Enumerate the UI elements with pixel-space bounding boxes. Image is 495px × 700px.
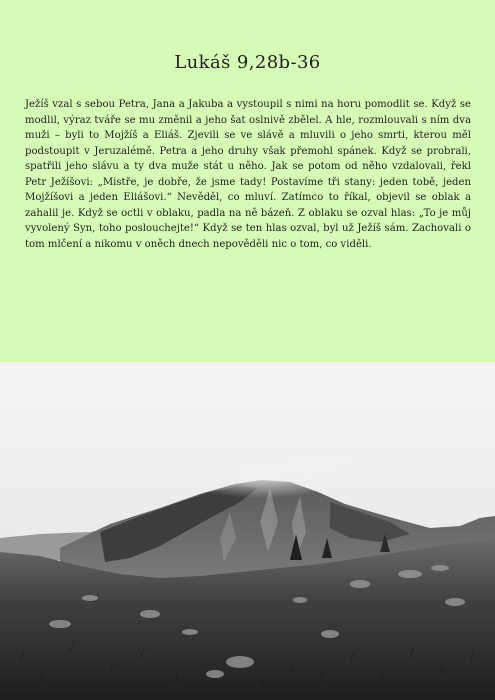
mountain-photo	[0, 362, 495, 700]
page-title: Lukáš 9,28b-36	[174, 52, 321, 73]
gospel-passage: Ježíš vzal s sebou Petra, Jana a Jakuba a vystoupil s nimi na horu pomodlit se. Když se modlil, výraz tváře se mu změnil a jeho šat oslnivě zbělel. A hle, rozmlouvali s ním dva muži – byli to Mojžíš a Eliáš. Zjevili se ve slávě a mluvili o jeho smrti, kterou měl podstoupit v Jeruzalémě. Petra a jeho druhy však přemohl spánek. Když se probrali, spatřili jeho slávu a ty dva muže stát u něho. Jak se potom od něho vzdalovali, řekl Petr Ježíšovi: „Mistře, je dobře, že jsme tady! Postavíme tři stany: jeden tobě, jeden Mojžíšovi a jeden Eliášovi.“ Nevěděl, co mluví. Zatímco to říkal, objevil se oblak a zahalil je. Když se octli v oblaku, padla na ně bázeň. Z oblaku se ozval hlas: „To je můj vyvolený Syn, toho poslouchejte!“ Když se ten hlas ozval, byl už Ježíš sám. Zachovali o tom mlčení a nikomu v oněch dnech nepověděli nic o tom, co viděli.	[25, 99, 471, 250]
